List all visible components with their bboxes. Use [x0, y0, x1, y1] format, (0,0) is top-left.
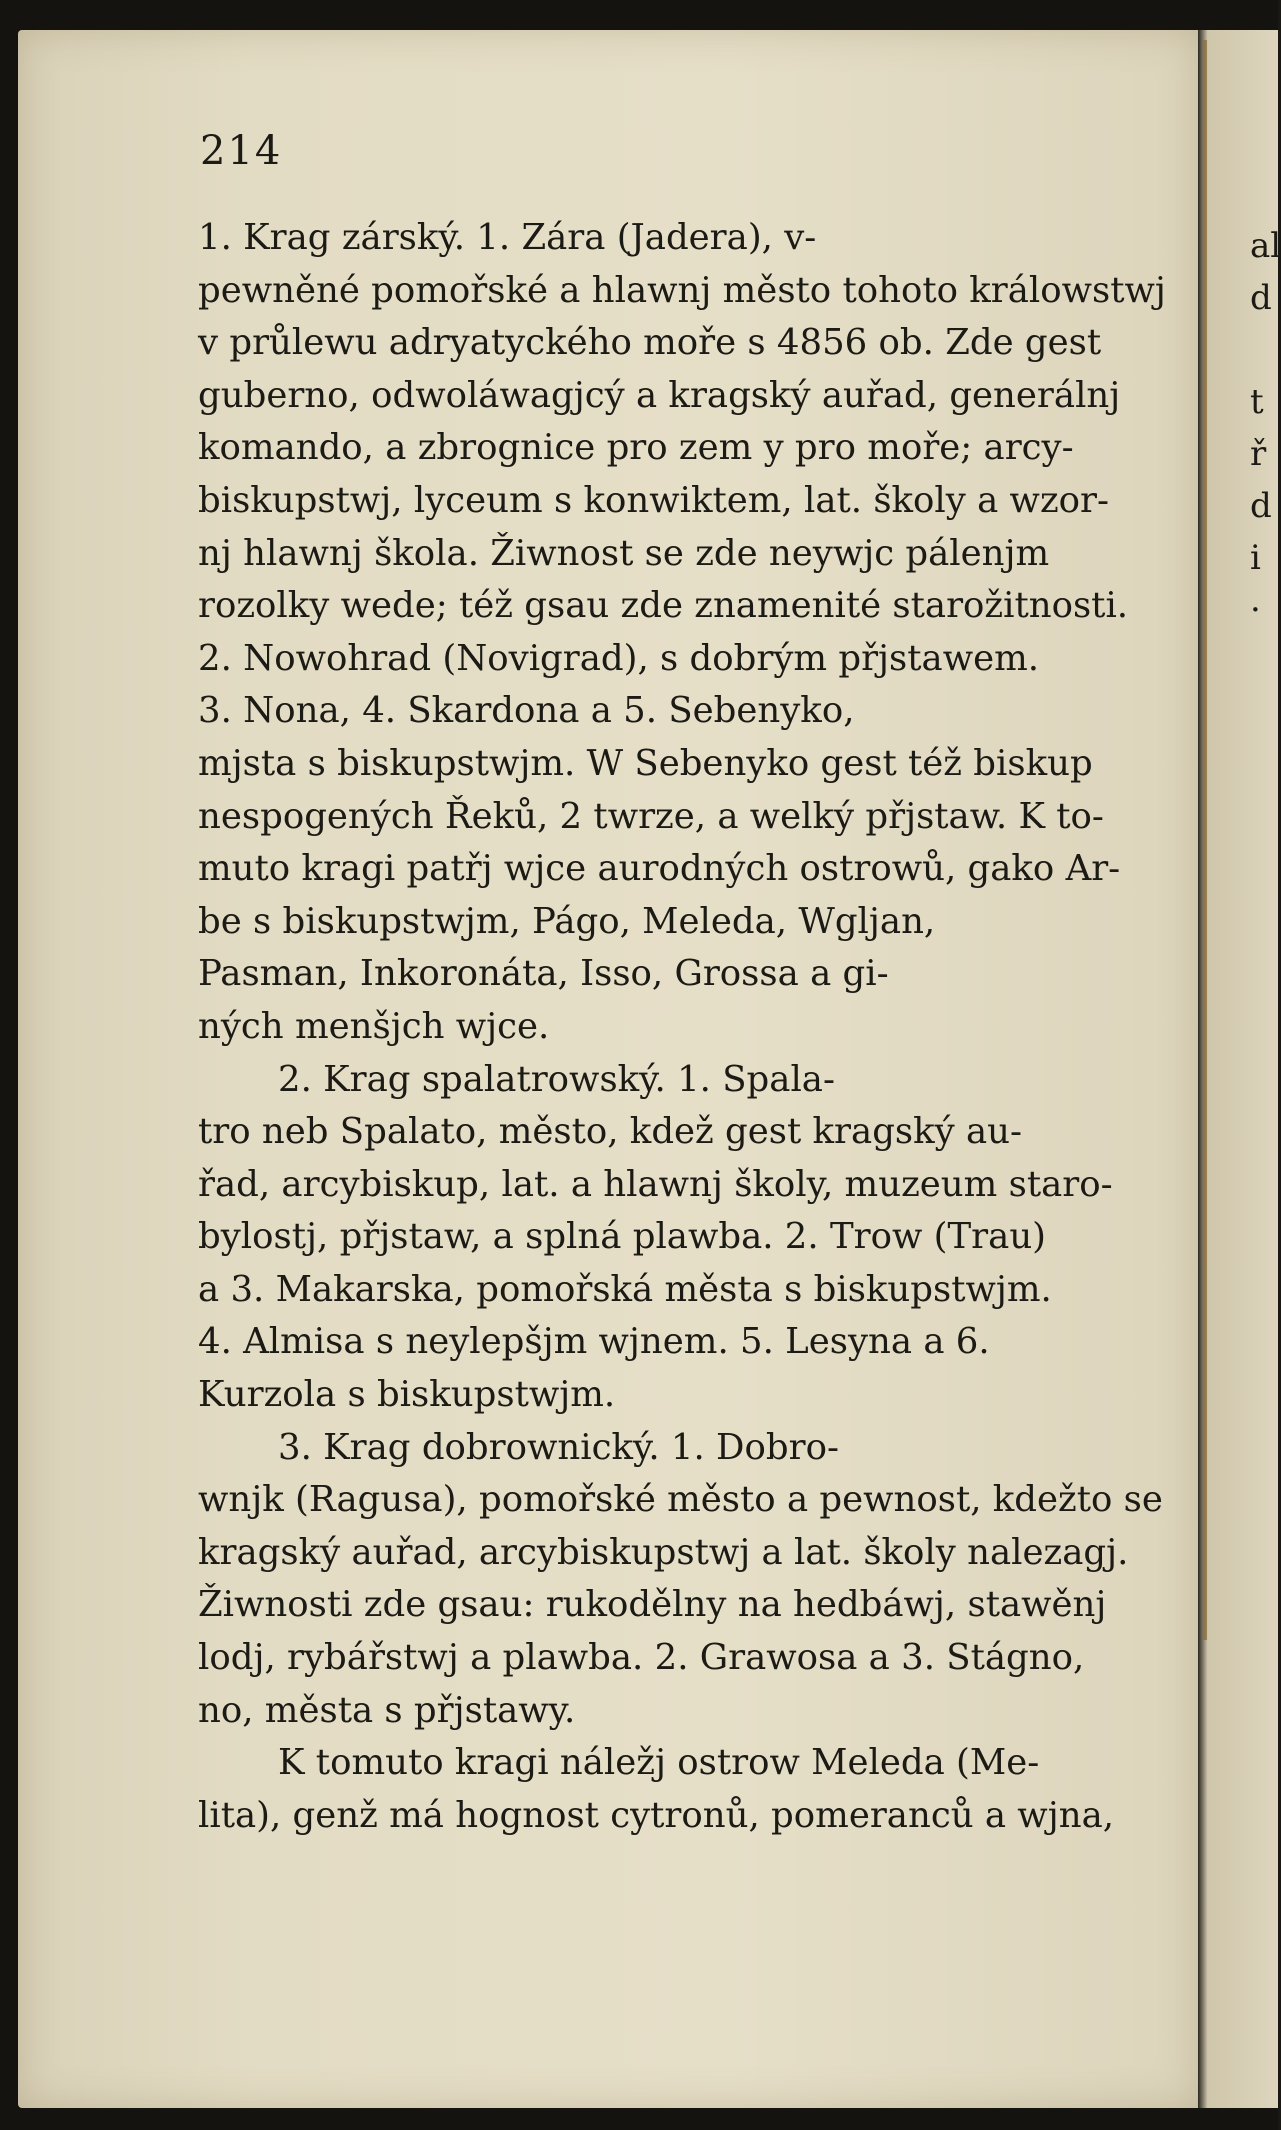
text-line: 3. Nona, 4. Skardona a 5. Sebenyko,	[198, 690, 855, 732]
text-line: bylostj, přjstaw, a splná plawba. 2. Trow (Trau)	[198, 1216, 1047, 1258]
text-line: biskupstwj, lyceum s konwiktem, lat. školy a wzor-	[198, 479, 1109, 521]
text-line: 1. Krag zárský. 1. Zára (Jadera), v-	[198, 217, 817, 258]
body-text	[198, 212, 1183, 1842]
text-line: v průlewu adryatyckého moře s 4856 ob. Zde gest	[198, 322, 1102, 364]
section-heading: 3. Krag dobrownický. 1. Dobro-	[278, 1426, 839, 1468]
text-line: a 3. Makarska, pomořská města s biskupstwjm.	[198, 1268, 1052, 1310]
fragment	[1250, 324, 1278, 376]
paragraph-start: K tomuto kragi náležj ostrow Meleda (Me-	[278, 1742, 1040, 1784]
text-line: řad, arcybiskup, lat. a hlawnj školy, muzeum staro-	[198, 1163, 1113, 1205]
fragment: ·	[1250, 590, 1261, 630]
fragment: t	[1250, 382, 1264, 422]
text-line: 2. Nowohrad (Novigrad), s dobrým přjstawem.	[198, 637, 1040, 679]
text-line: Žiwnosti zde gsau: rukodělny na hedbáwj, stawěnj	[198, 1584, 1107, 1626]
text-line: pewněné pomořské a hlawnj město tohoto králowstwj	[198, 269, 1166, 311]
text-line: kragský auřad, arcybiskupstwj a lat. školy nalezagj.	[198, 1531, 1129, 1573]
text-line: Kurzola s biskupstwjm.	[198, 1374, 616, 1416]
text-line: komando, a zbrognice pro zem y pro moře; arcy-	[198, 427, 1074, 469]
text-line: 4. Almisa s neylepšjm wjnem. 5. Lesyna a 6.	[198, 1321, 990, 1363]
fragment: al	[1250, 226, 1281, 266]
fragment: ř	[1250, 434, 1267, 474]
fragment: d	[1250, 278, 1272, 318]
section-heading: 2. Krag spalatrowský. 1. Spala-	[278, 1058, 835, 1100]
next-page-fragments	[1250, 220, 1281, 636]
text-line: lodj, rybářstwj a plawba. 2. Grawosa a 3. Stágno,	[198, 1637, 1085, 1679]
text-line: wnjk (Ragusa), pomořské město a pewnost, kdežto se	[198, 1479, 1163, 1521]
fragment: d	[1250, 486, 1272, 526]
text-line: guberno, odwoláwagjcý a kragský auřad, generálnj	[198, 374, 1121, 416]
text-line: rozolky wede; též gsau zde znamenité starožitnosti.	[198, 585, 1129, 627]
text-line: mjsta s biskupstwjm. W Sebenyko gest též biskup	[198, 742, 1093, 784]
text-line: Pasman, Inkoronáta, Isso, Grossa a gi-	[198, 953, 889, 995]
text-line: be s biskupstwjm, Págo, Meleda, Wgljan,	[198, 900, 936, 942]
text-line: no, města s přjstawy.	[198, 1689, 576, 1731]
text-line: lita), genž má hognost cytronů, pomeranců a wjna,	[198, 1794, 1115, 1836]
text-line: nespogených Řeků, 2 twrze, a welký přjstaw. K to-	[198, 795, 1104, 837]
page-number: 214	[200, 128, 283, 174]
text-line: tro neb Spalato, město, kdež gest kragský au-	[198, 1111, 1023, 1153]
page-fold-line	[1203, 40, 1207, 1640]
text-line: nj hlawnj škola. Žiwnost se zde neywjc pálenjm	[198, 532, 1050, 574]
text-line: ných menšjch wjce.	[198, 1005, 550, 1047]
text-line: muto kragi patřj wjce aurodných ostrowů, gako Ar-	[198, 848, 1121, 890]
fragment: i	[1250, 538, 1261, 578]
